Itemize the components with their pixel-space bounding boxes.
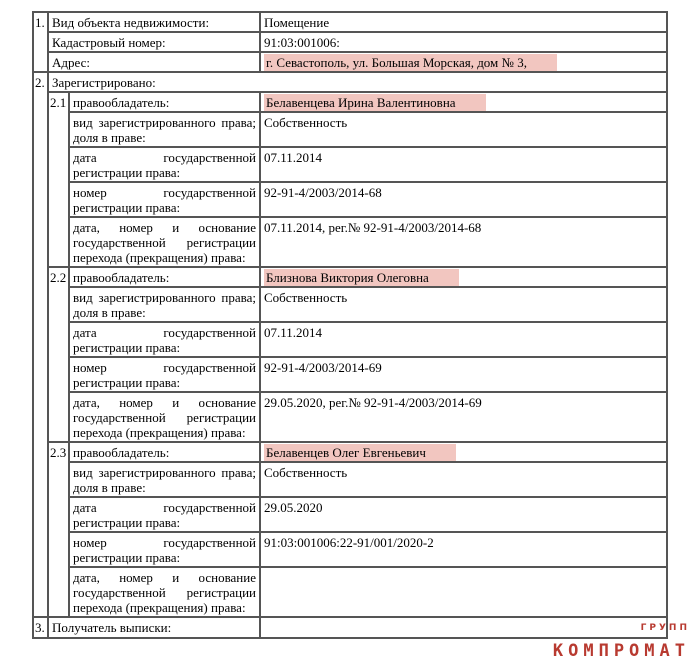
transfer-value: 07.11.2014, рег.№ 92-91-4/2003/2014-68 bbox=[260, 217, 667, 267]
address-label: Адрес: bbox=[48, 52, 260, 72]
reg-number-label: номер государственной регистрации права: bbox=[69, 357, 260, 392]
owner-row bbox=[33, 267, 667, 287]
registry-extract-table bbox=[32, 11, 668, 639]
object-type-label: Вид объекта недвижимости: bbox=[48, 12, 260, 32]
watermark-logo bbox=[530, 621, 690, 661]
owner-name: Белавенцев Олег Евгеньевич bbox=[264, 444, 456, 461]
cadastral-label: Кадастровый номер: bbox=[48, 32, 260, 52]
transfer-value: 29.05.2020, рег.№ 92-91-4/2003/2014-69 bbox=[260, 392, 667, 442]
address-value-cell bbox=[260, 52, 667, 72]
reg-date-value: 29.05.2020 bbox=[260, 497, 667, 532]
row-number: 3. bbox=[33, 617, 48, 638]
address-row bbox=[33, 52, 667, 72]
reg-number-value: 92-91-4/2003/2014-68 bbox=[260, 182, 667, 217]
reg-date-row bbox=[33, 497, 667, 532]
reg-number-row bbox=[33, 182, 667, 217]
object-type-row bbox=[33, 12, 667, 32]
owner-name-cell bbox=[260, 442, 667, 462]
reg-date-label: дата государственной регистрации права: bbox=[69, 497, 260, 532]
right-type-value: Собственность bbox=[260, 112, 667, 147]
address-value: г. Севастополь, ул. Большая Морская, дом № 3, bbox=[264, 54, 557, 71]
transfer-label: дата, номер и основание государственной регистрации перехода (прекращения) права: bbox=[69, 392, 260, 442]
right-type-value: Собственность bbox=[260, 287, 667, 322]
transfer-label: дата, номер и основание государственной регистрации перехода (прекращения) права: bbox=[69, 567, 260, 617]
owner-number: 2.1 bbox=[48, 92, 69, 267]
owner-label: правообладатель: bbox=[69, 442, 260, 462]
reg-date-label: дата государственной регистрации права: bbox=[69, 322, 260, 357]
reg-number-label: номер государственной регистрации права: bbox=[69, 532, 260, 567]
row-number: 1. bbox=[33, 12, 48, 72]
right-type-value: Собственность bbox=[260, 462, 667, 497]
transfer-row bbox=[33, 217, 667, 267]
reg-number-row bbox=[33, 532, 667, 567]
registered-row bbox=[33, 72, 667, 92]
reg-date-row bbox=[33, 322, 667, 357]
owner-name-cell bbox=[260, 92, 667, 112]
reg-date-value: 07.11.2014 bbox=[260, 147, 667, 182]
watermark-top-text: ГРУПП bbox=[640, 623, 690, 633]
right-type-label: вид зарегистрированного права; доля в праве: bbox=[69, 462, 260, 497]
cadastral-row bbox=[33, 32, 667, 52]
owner-number: 2.2 bbox=[48, 267, 69, 442]
owner-name-cell bbox=[260, 267, 667, 287]
transfer-row bbox=[33, 392, 667, 442]
watermark-main-text: КОМПРОМАТ bbox=[552, 641, 690, 661]
reg-number-label: номер государственной регистрации права: bbox=[69, 182, 260, 217]
transfer-label: дата, номер и основание государственной регистрации перехода (прекращения) права: bbox=[69, 217, 260, 267]
row-number: 2. bbox=[33, 72, 48, 617]
reg-number-row bbox=[33, 357, 667, 392]
owner-row bbox=[33, 92, 667, 112]
reg-date-row bbox=[33, 147, 667, 182]
reg-number-value: 92-91-4/2003/2014-69 bbox=[260, 357, 667, 392]
object-type-value: Помещение bbox=[260, 12, 667, 32]
owner-name: Близнова Виктория Олеговна bbox=[264, 269, 459, 286]
right-type-label: вид зарегистрированного права; доля в праве: bbox=[69, 112, 260, 147]
right-type-label: вид зарегистрированного права; доля в праве: bbox=[69, 287, 260, 322]
right-type-row bbox=[33, 287, 667, 322]
transfer-row bbox=[33, 567, 667, 617]
reg-date-value: 07.11.2014 bbox=[260, 322, 667, 357]
owner-name: Белавенцева Ирина Валентиновна bbox=[264, 94, 486, 111]
right-type-row bbox=[33, 112, 667, 147]
transfer-value bbox=[260, 567, 667, 617]
recipient-label: Получатель выписки: bbox=[48, 617, 260, 638]
reg-number-value: 91:03:001006:22-91/001/2020-2 bbox=[260, 532, 667, 567]
owner-number: 2.3 bbox=[48, 442, 69, 617]
owner-row bbox=[33, 442, 667, 462]
registered-label: Зарегистрировано: bbox=[48, 72, 667, 92]
reg-date-label: дата государственной регистрации права: bbox=[69, 147, 260, 182]
right-type-row bbox=[33, 462, 667, 497]
owner-label: правообладатель: bbox=[69, 267, 260, 287]
cadastral-value: 91:03:001006: bbox=[260, 32, 667, 52]
owner-label: правообладатель: bbox=[69, 92, 260, 112]
